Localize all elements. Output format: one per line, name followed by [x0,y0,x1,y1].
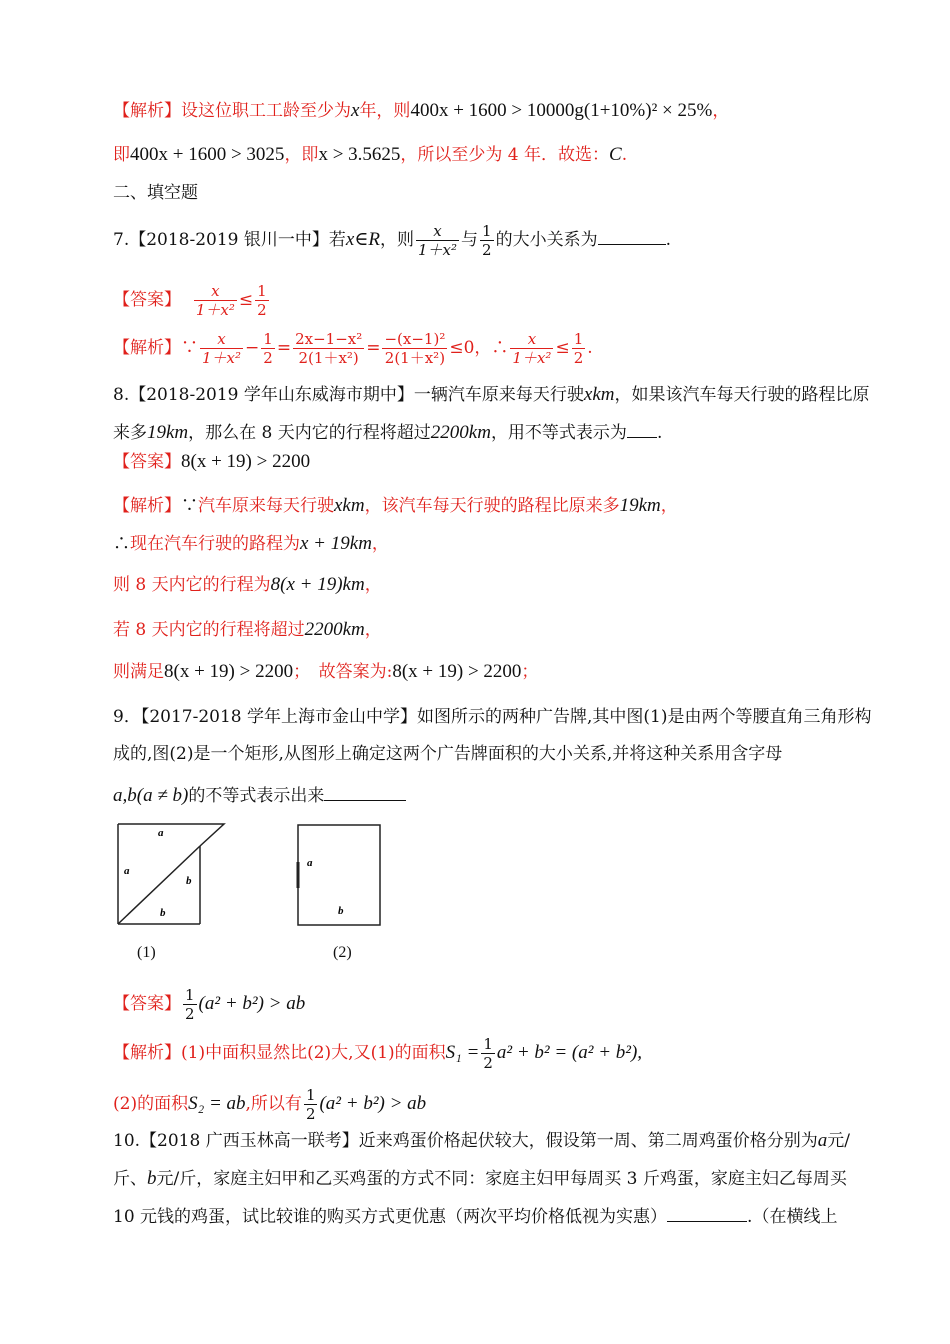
text: ， [364,620,382,640]
math-expr: 400x + 1600 > 3025 [130,144,285,165]
text: .（在横线上 [747,1207,838,1227]
math-expr: 19km [147,422,189,443]
text: 10 元钱的鸡蛋，试比较谁的购买方式更优惠（两次平均价格低视为实惠） [113,1207,668,1227]
text: 若 8 天内它的行程将超过 [113,620,305,640]
fraction [183,986,197,1023]
numerator: 1 [482,222,492,240]
text: 则 8 天内它的行程为 [113,575,271,595]
fraction [481,1035,495,1072]
q8-analysis-line4 [113,619,382,641]
answer-blank[interactable] [627,423,657,438]
fraction [255,282,269,319]
math-expr: x∈R [345,229,381,250]
figure-2 [292,820,386,930]
figure-1 [112,818,232,930]
text: ， [660,496,678,516]
analysis-tag: 【解析】 [113,496,181,516]
answer-blank[interactable] [598,230,666,245]
q9-question-line1: 9．【2017-2018 学年上海市金山中学】如图所示的两种广告牌,其中图(1)是由两个等腰直角三角形构 [113,707,872,727]
numerator: x [194,282,237,301]
denominator: 2 [257,301,267,319]
text: 年，则 [359,101,411,121]
math-expr: xkm [334,495,365,516]
math-expr: S₂ = ab [188,1093,246,1114]
text: . [656,423,663,443]
text: ∵ [181,496,198,516]
q8-question-line2 [113,422,662,444]
fraction [572,330,586,367]
math-expr: 8(x + 19)km [270,574,365,595]
text: 汽车原来每天行驶 [198,496,334,516]
q6-analysis-line1 [113,100,729,122]
text: ，则 [380,230,415,250]
math-expr: (a² + b²) > ab [198,993,306,1014]
text: 现在汽车行驶的路程为 [130,534,300,554]
text: 元/ [827,1131,850,1151]
text: ； [521,662,539,682]
math-expr: 8(x + 19) > 2200 [164,661,294,682]
fraction [510,330,553,367]
math-expr: 400x + 1600 > 10000g(1+10%)² × 25% [410,100,713,121]
figure-1-caption: (1) [137,944,156,961]
numerator: 1 [185,986,195,1004]
text: ； 故答案为: [293,662,393,682]
q8-analysis-line5 [113,661,538,683]
analysis-tag: 【解析】 [113,1043,181,1063]
numerator: x [200,330,243,349]
numerator: 1 [483,1035,493,1053]
figure-2-caption: (2) [333,944,352,961]
text: ，如果该汽车每天行驶的路程比原 [614,385,870,405]
text: ≤0， [449,338,492,358]
denominator: 2(1＋x²) [384,349,446,367]
section-heading: 二、填空题 [113,183,198,203]
math-var: x [351,100,360,121]
numerator: 1 [263,330,273,348]
q6-analysis-line2 [113,144,627,166]
denominator: 2 [573,349,584,367]
text: 8.【2018-2019 学年山东威海市期中】一辆汽车原来每天行驶 [113,385,584,405]
text: 的不等式表示出来 [188,786,325,806]
fraction [200,330,243,367]
answer-tag: 【答案】 [113,290,181,310]
text: 则满足 [113,662,164,682]
fig1-label-a-top: a [158,827,164,839]
text: . [587,338,593,358]
text: = [276,338,292,358]
math-expr: S₁ = [445,1042,480,1063]
fraction [194,282,237,319]
q7-analysis [113,330,593,367]
denominator: 2 [263,349,273,367]
text: ， [371,534,389,554]
q9-analysis-line2 [113,1086,426,1123]
math-expr: a² + b² = (a² + b²), [496,1042,643,1063]
text: 10.【2018 广西玉林高一联考】近来鸡蛋价格起伏较大，假设第一周、第二周鸡蛋价格分别为 [113,1131,818,1151]
text: 元/斤，家庭主妇甲和乙买鸡蛋的方式不同：家庭主妇甲每周买 3 斤鸡蛋，家庭主妇乙每周买 [156,1169,847,1189]
numerator: 2x−1−x² [295,330,363,348]
numerator: 1 [305,1086,316,1104]
q7-question [113,222,671,259]
text: 即 [113,145,130,165]
q8-analysis-line1 [113,495,678,517]
fraction [416,222,459,259]
fig2-label-b: b [338,905,344,917]
denominator: 1＋x² [512,349,552,367]
math-expr: 8(x + 19) > 2200 [181,451,311,472]
text: − [245,338,260,358]
denominator: 1＋x² [195,301,235,319]
denominator: 2 [305,1105,316,1123]
numerator: x [416,222,459,241]
text: 设这位职工工龄至少为 [181,101,351,121]
q9-analysis-line1 [113,1035,642,1072]
fig1-label-b-bottom: b [160,907,166,919]
text: ，那么在 8 天内它的行程将超过 [188,423,431,443]
text: ，即 [284,145,319,165]
numerator: 1 [573,330,584,348]
math-expr: 2200km [430,422,491,443]
q8-answer [113,451,310,473]
q9-answer [113,986,305,1023]
numerator: −(x−1)² [384,330,446,348]
q9-question-line2: 成的,图(2)是一个矩形,从图形上确定这两个广告牌面积的大小关系,并将这种关系用含字母 [113,744,783,764]
analysis-tag: 【解析】 [113,338,181,358]
answer-tag: 【答案】 [113,994,181,1014]
answer-blank[interactable] [324,786,406,801]
text: 与 [461,230,479,250]
denominator: 2(1＋x²) [298,349,359,367]
fig2-label-a: a [307,857,313,869]
fraction [304,1086,318,1123]
answer-blank[interactable] [667,1207,747,1222]
math-expr: a,b(a ≠ b) [113,785,189,806]
math-expr: 19km [619,495,661,516]
text: (2)的面积 [113,1094,189,1114]
math-expr: x > 3.5625 [318,144,401,165]
math-var: b [147,1168,157,1189]
denominator: 2 [483,1054,493,1072]
q8-question-line1 [113,384,870,406]
math-var: a [817,1130,828,1151]
text: 来多 [113,423,147,443]
q8-analysis-line3 [113,574,382,596]
text: . [665,230,671,250]
q7-answer [113,282,271,319]
text: = [366,338,381,358]
math-expr: xkm [583,384,615,405]
text: ∴ [113,534,130,554]
fraction [261,330,275,367]
text: 斤、 [113,1169,147,1189]
question-prefix: 7.【2018-2019 银川一中】若 [113,230,346,250]
text: (1)中面积显然比(2)大,又(1)的面积 [181,1043,446,1063]
q8-analysis-line2 [113,533,389,555]
q10-question-line3 [113,1206,837,1228]
numerator: x [510,330,553,349]
text: ，所以至少为 4 年．故选： [400,145,610,165]
math-expr: 2200km [304,619,365,640]
fraction [382,330,447,367]
analysis-tag: 【解析】 [113,101,181,121]
text: ， [364,575,382,595]
fig1-label-b-right: b [186,875,192,887]
fig1-label-a-left: a [124,865,130,877]
denominator: 1＋x² [418,241,458,259]
text: . [621,145,628,165]
text: ,所以有 [245,1094,302,1114]
text: ≤ [238,290,254,310]
fraction [293,330,364,367]
text: ， [712,101,730,121]
q10-question-line2 [113,1168,847,1190]
math-expr: x + 19km [300,533,372,554]
text: ，该汽车每天行驶的路程比原来多 [364,496,620,516]
text: 的大小关系为 [495,230,598,250]
text: ∴ [491,338,509,358]
answer-tag: 【答案】 [113,452,181,472]
denominator: 2 [482,241,492,259]
q9-question-line3 [113,785,406,807]
denominator: 2 [185,1005,195,1023]
numerator: 1 [257,282,267,300]
text: ≤ [555,338,570,358]
math-expr: 8(x + 19) > 2200 [392,661,522,682]
q10-question-line1 [113,1130,850,1152]
text: ∵ [181,338,198,358]
fraction [480,222,494,259]
denominator: 1＋x² [202,349,242,367]
math-var: C [609,144,622,165]
text: ，用不等式表示为 [490,423,627,443]
math-expr: (a² + b²) > ab [319,1093,427,1114]
